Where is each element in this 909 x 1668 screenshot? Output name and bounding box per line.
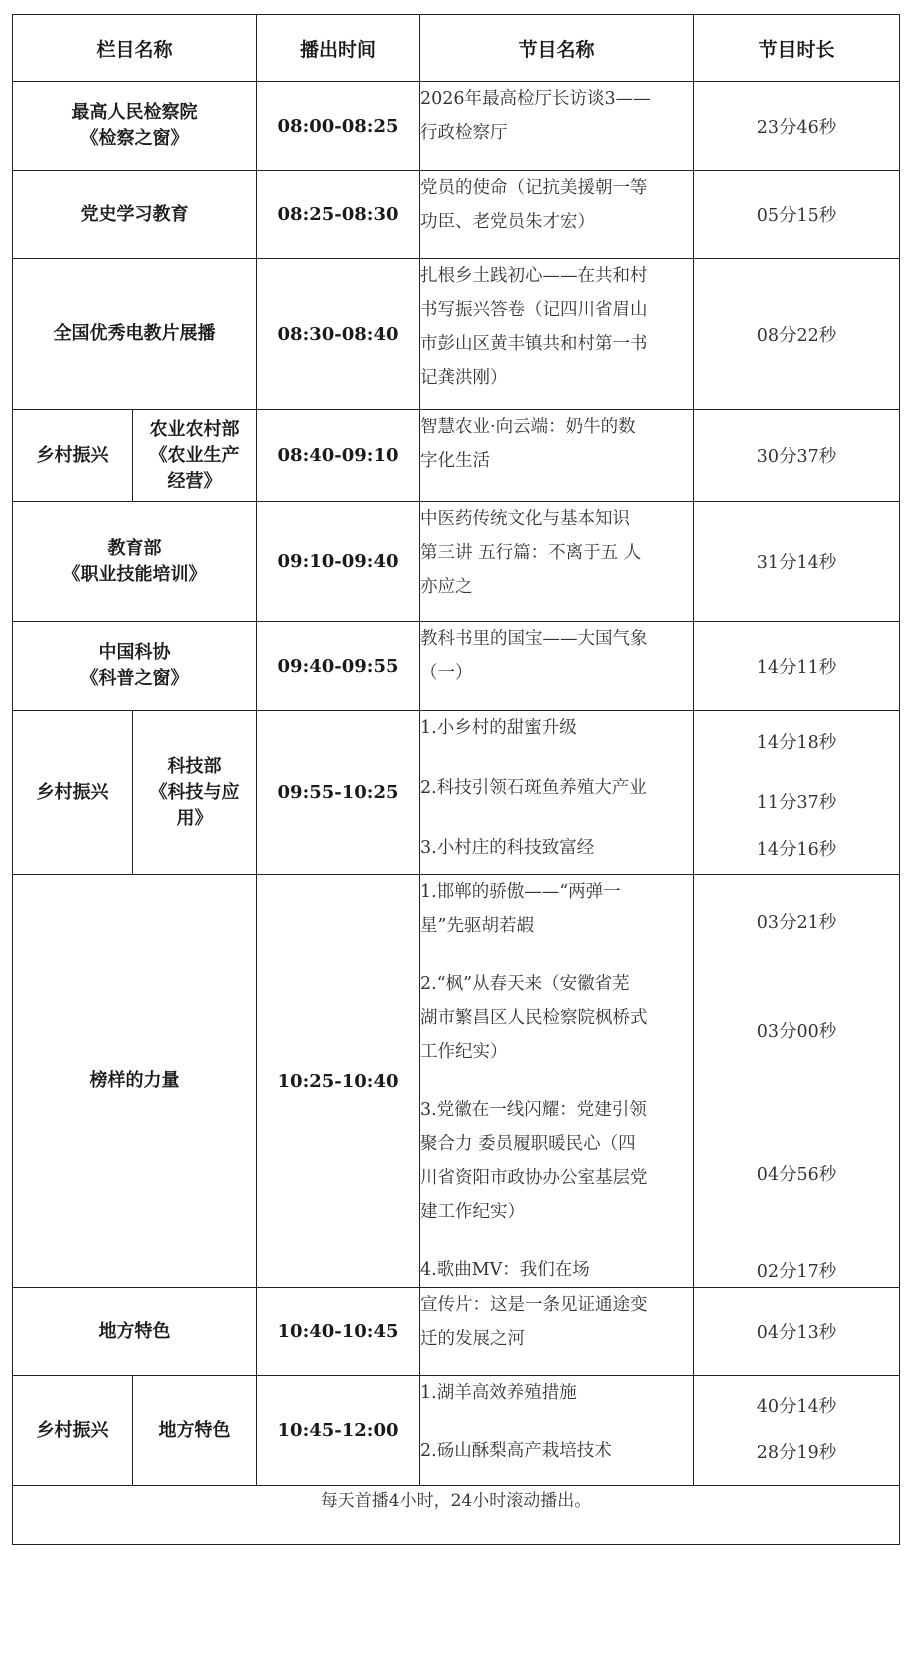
program-duration bbox=[694, 1376, 900, 1486]
duration-value: 40分14秒 bbox=[756, 1396, 837, 1417]
program-item-line: 3.党徽在一线闪耀：党建引领 bbox=[420, 1100, 647, 1120]
column-name-line: 全国优秀电教片展播 bbox=[53, 323, 216, 344]
header-row bbox=[13, 15, 900, 82]
sub-column-line: 地方特色 bbox=[158, 1419, 231, 1441]
sub-column-name bbox=[133, 1376, 257, 1486]
air-time: 09:40-09:55 bbox=[257, 622, 420, 711]
program-name-line: 书写振兴答卷（记四川省眉山 bbox=[420, 300, 648, 320]
program-name bbox=[420, 410, 694, 502]
program-duration: 05分15秒 bbox=[694, 171, 900, 259]
column-name-line: 地方特色 bbox=[98, 1320, 171, 1342]
column-name-line: 最高人民检察院 bbox=[71, 102, 198, 123]
program-duration bbox=[694, 875, 900, 1288]
sub-column-line: 经营》 bbox=[167, 470, 222, 492]
program-item-line: 聚合力 委员履职暖民心（四 bbox=[420, 1134, 636, 1154]
program-duration: 23分46秒 bbox=[694, 82, 900, 171]
program-item-duration bbox=[694, 1376, 899, 1434]
program-name-line: 迁的发展之河 bbox=[420, 1329, 526, 1349]
program-duration: 08分22秒 bbox=[694, 259, 900, 410]
column-name-line: 中国科协 bbox=[98, 642, 171, 663]
program-item-line: 川省资阳市政协办公室基层党 bbox=[420, 1168, 648, 1188]
program-item-line: 工作纪实） bbox=[420, 1042, 508, 1062]
column-name-line: 《检察之窗》 bbox=[80, 128, 189, 149]
program-name-line: 党员的使命（记抗美援朝一等 bbox=[420, 178, 648, 198]
program-name-line: 功臣、老党员朱才宏） bbox=[420, 212, 596, 232]
program-name-line: 市彭山区黄丰镇共和村第一书 bbox=[420, 334, 648, 354]
program-name-line: 行政检察厅 bbox=[420, 123, 508, 143]
program-name-line: 记龚洪刚） bbox=[420, 368, 508, 388]
schedule-row bbox=[13, 82, 900, 171]
column-name: 乡村振兴 bbox=[13, 410, 133, 502]
program-name bbox=[420, 259, 694, 410]
column-name bbox=[13, 502, 257, 622]
program-item-duration bbox=[694, 711, 899, 771]
program-name-line: （一） bbox=[420, 663, 473, 683]
program-duration: 14分11秒 bbox=[694, 622, 900, 711]
column-name-line: 教育部 bbox=[107, 537, 162, 559]
air-time: 10:40-10:45 bbox=[257, 1288, 420, 1376]
schedule-row bbox=[13, 410, 900, 502]
program-item-duration bbox=[694, 831, 899, 865]
air-time: 10:45-12:00 bbox=[257, 1376, 420, 1486]
column-name-line: 《职业技能培训》 bbox=[62, 563, 207, 585]
column-name: 乡村振兴 bbox=[13, 1376, 133, 1486]
schedule-row bbox=[13, 1288, 900, 1376]
program-name-line: 智慧农业·向云端：奶牛的数 bbox=[420, 417, 636, 437]
column-name bbox=[13, 1288, 257, 1376]
program-item-duration bbox=[694, 967, 899, 1093]
program-duration bbox=[694, 711, 900, 875]
program-item-line: 2.砀山酥梨高产栽培技术 bbox=[420, 1441, 612, 1461]
program-name bbox=[420, 1376, 694, 1486]
program-item bbox=[420, 1434, 693, 1468]
program-item-line: 1.邯郸的骄傲——“两弹一 bbox=[420, 882, 621, 902]
program-item-line: 星”先驱胡若嘏 bbox=[420, 916, 534, 936]
program-item-line: 建工作纪实） bbox=[420, 1202, 526, 1222]
program-name-line: 扎根乡土践初心——在共和村 bbox=[420, 266, 648, 286]
column-name bbox=[13, 875, 257, 1288]
program-item bbox=[420, 771, 693, 805]
schedule-body bbox=[13, 82, 900, 1486]
air-time: 09:10-09:40 bbox=[257, 502, 420, 622]
program-name-line: 教科书里的国宝——大国气象 bbox=[420, 629, 648, 649]
column-name: 乡村振兴 bbox=[13, 711, 133, 875]
program-item bbox=[420, 967, 693, 1069]
schedule-row bbox=[13, 622, 900, 711]
program-item bbox=[420, 831, 693, 865]
program-duration: 31分14秒 bbox=[694, 502, 900, 622]
duration-value: 14分16秒 bbox=[756, 839, 837, 860]
program-item-duration bbox=[694, 1434, 899, 1468]
program-item bbox=[420, 875, 693, 943]
air-time: 08:30-08:40 bbox=[257, 259, 420, 410]
sub-column-line: 《农业生产 bbox=[149, 444, 240, 466]
schedule-row bbox=[13, 711, 900, 875]
program-name bbox=[420, 502, 694, 622]
schedule-row bbox=[13, 171, 900, 259]
program-name bbox=[420, 171, 694, 259]
sub-column-line: 用》 bbox=[176, 807, 213, 829]
column-name-line: 党史学习教育 bbox=[80, 203, 189, 225]
duration-value: 03分00秒 bbox=[756, 1021, 837, 1042]
program-item-line: 3.小村庄的科技致富经 bbox=[420, 838, 595, 858]
column-name-line: 榜样的力量 bbox=[89, 1070, 180, 1091]
program-duration: 30分37秒 bbox=[694, 410, 900, 502]
program-name bbox=[420, 875, 694, 1288]
column-name-line: 《科普之窗》 bbox=[80, 668, 189, 689]
program-name bbox=[420, 82, 694, 171]
duration-value: 11分37秒 bbox=[756, 792, 837, 813]
sub-column-line: 农业农村部 bbox=[149, 418, 240, 440]
sub-column-name bbox=[133, 410, 257, 502]
program-item-line: 2.科技引领石斑鱼养殖大产业 bbox=[420, 778, 647, 798]
column-name bbox=[13, 622, 257, 711]
schedule-row bbox=[13, 502, 900, 622]
program-item-line: 1.小乡村的甜蜜升级 bbox=[420, 718, 577, 738]
schedule-row bbox=[13, 1376, 900, 1486]
footer-note: 每天首播4小时，24小时滚动播出。 bbox=[13, 1486, 900, 1545]
program-name-line: 宣传片：这是一条见证通途变 bbox=[420, 1295, 648, 1315]
program-item-line: 1.湖羊高效养殖措施 bbox=[420, 1383, 577, 1403]
program-duration: 04分13秒 bbox=[694, 1288, 900, 1376]
schedule-table bbox=[12, 14, 900, 1545]
header-column-name: 栏目名称 bbox=[13, 15, 257, 82]
program-name bbox=[420, 711, 694, 875]
footer-row bbox=[13, 1486, 900, 1545]
program-name bbox=[420, 622, 694, 711]
program-name-line: 字化生活 bbox=[420, 451, 491, 471]
duration-value: 04分56秒 bbox=[756, 1164, 837, 1185]
program-item-line: 湖市繁昌区人民检察院枫桥式 bbox=[420, 1008, 648, 1028]
schedule-row bbox=[13, 259, 900, 410]
duration-value: 02分17秒 bbox=[756, 1261, 837, 1282]
duration-value: 14分18秒 bbox=[756, 732, 837, 753]
program-item bbox=[420, 1093, 693, 1229]
header-program-name: 节目名称 bbox=[420, 15, 694, 82]
header-duration: 节目时长 bbox=[694, 15, 900, 82]
air-time: 10:25-10:40 bbox=[257, 875, 420, 1288]
air-time: 08:40-09:10 bbox=[257, 410, 420, 502]
duration-value: 28分19秒 bbox=[756, 1442, 837, 1463]
program-item-duration bbox=[694, 771, 899, 831]
sub-column-name bbox=[133, 711, 257, 875]
program-name-line: 亦应之 bbox=[420, 577, 473, 597]
program-item bbox=[420, 1253, 693, 1287]
program-item-duration bbox=[694, 875, 899, 967]
program-item-duration bbox=[694, 1093, 899, 1253]
duration-value: 03分21秒 bbox=[756, 912, 837, 933]
sub-column-line: 《科技与应 bbox=[149, 781, 240, 803]
air-time: 09:55-10:25 bbox=[257, 711, 420, 875]
program-name bbox=[420, 1288, 694, 1376]
column-name bbox=[13, 171, 257, 259]
program-item-line: 4.歌曲MV：我们在场 bbox=[420, 1260, 590, 1280]
air-time: 08:00-08:25 bbox=[257, 82, 420, 171]
program-item bbox=[420, 1376, 693, 1410]
header-air-time: 播出时间 bbox=[257, 15, 420, 82]
column-name bbox=[13, 82, 257, 171]
column-name bbox=[13, 259, 257, 410]
program-name-line: 中医药传统文化与基本知识 bbox=[420, 509, 631, 529]
program-name-line: 第三讲 五行篇：不离于五 人 bbox=[420, 543, 642, 563]
program-item-line: 2.“枫”从春天来（安徽省芜 bbox=[420, 974, 630, 994]
program-name-line: 2026年最高检厅长访谈3—— bbox=[420, 89, 651, 109]
program-item-duration bbox=[694, 1253, 899, 1287]
air-time: 08:25-08:30 bbox=[257, 171, 420, 259]
schedule-row bbox=[13, 875, 900, 1288]
sub-column-line: 科技部 bbox=[167, 755, 222, 777]
program-item bbox=[420, 711, 693, 745]
